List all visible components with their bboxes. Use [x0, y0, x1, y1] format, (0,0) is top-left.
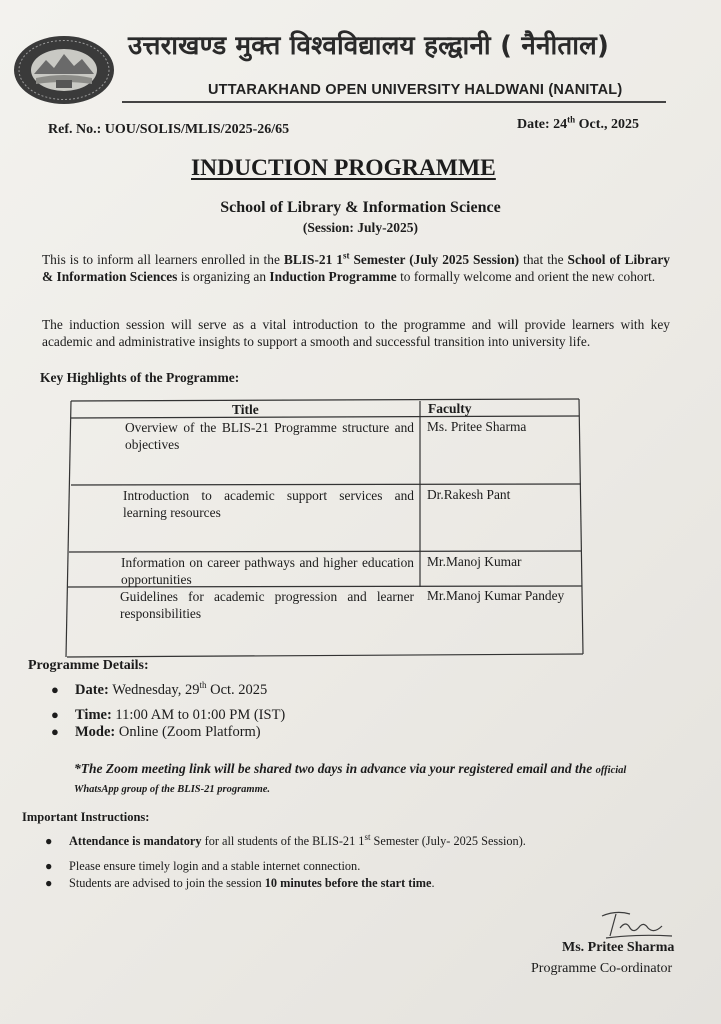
- signatory-role: Programme Co-ordinator: [531, 961, 673, 976]
- table-row-2-title: Introduction to academic support services and learning resources: [123, 488, 414, 520]
- signature: [596, 906, 676, 942]
- table-row-3-faculty: Mr.Manoj Kumar: [427, 554, 522, 569]
- school-name: School of Library & Information Science: [220, 199, 501, 216]
- zoom-note: *The Zoom meeting link will be shared two days in advance via your registered email and the official WhatsApp group of the BLIS-21 programme.: [74, 761, 627, 795]
- details-heading: Programme Details:: [28, 658, 149, 673]
- detail-date: ● Date: Wednesday, 29th Oct. 2025: [51, 680, 268, 698]
- table-row-4-title: Guidelines for academic progression and learner responsibilities: [120, 589, 414, 621]
- instruction-item-2: ● Please ensure timely login and a stable internet connection.: [45, 859, 361, 873]
- detail-time: ● Time: 11:00 AM to 01:00 PM (IST): [51, 707, 286, 723]
- table-header-faculty: Faculty: [428, 401, 472, 416]
- table-row-4-faculty: Mr.Manoj Kumar Pandey: [427, 588, 565, 603]
- intro-paragraph: This is to inform all learners enrolled in the BLIS-21 1st Semester (July 2025 Session) that the School of Library & Information Sciences is organizing an Induction Programme to formally welcome and orient the new cohort.: [42, 250, 670, 284]
- reference-number: Ref. No.: UOU/SOLIS/MLIS/2025-26/65: [48, 122, 290, 137]
- instruction-item-1: ● Attendance is mandatory for all students of the BLIS-21 1st Semester (July- 2025 Session).: [45, 831, 526, 848]
- header-rule: [122, 101, 666, 103]
- session-label: (Session: July-2025): [302, 220, 419, 235]
- table-row-2-faculty: Dr.Rakesh Pant: [427, 487, 511, 502]
- page-title: INDUCTION PROGRAMME: [191, 155, 496, 181]
- university-logo: [12, 34, 116, 106]
- highlights-heading: Key Highlights of the Programme:: [40, 370, 240, 385]
- letter-date: Date: 24th Oct., 2025: [517, 114, 639, 132]
- session-paragraph: The induction session will serve as a vital introduction to the programme and will provide learners with key academic and administrative insights to support a smooth and successful transition into university life.: [42, 317, 670, 349]
- table-header-title: Title: [232, 402, 259, 417]
- instruction-item-3: ● Students are advised to join the session 10 minutes before the start time.: [45, 876, 435, 890]
- table-row-1-title: Overview of the BLIS-21 Programme structure and objectives: [125, 420, 414, 452]
- table-row-3-title: Information on career pathways and higher education opportunities: [121, 555, 414, 587]
- instructions-heading: Important Instructions:: [22, 810, 150, 824]
- signatory-name: Ms. Pritee Sharma: [562, 940, 675, 955]
- detail-mode: ● Mode: Online (Zoom Platform): [51, 724, 261, 740]
- university-name-hindi: उत्तराखण्ड मुक्त विश्वविद्यालय हल्द्वानी ( नैनीताल): [128, 31, 610, 61]
- table-row-1-faculty: Ms. Pritee Sharma: [427, 419, 527, 434]
- university-name-english: UTTARAKHAND OPEN UNIVERSITY HALDWANI (NANITAL): [208, 82, 623, 98]
